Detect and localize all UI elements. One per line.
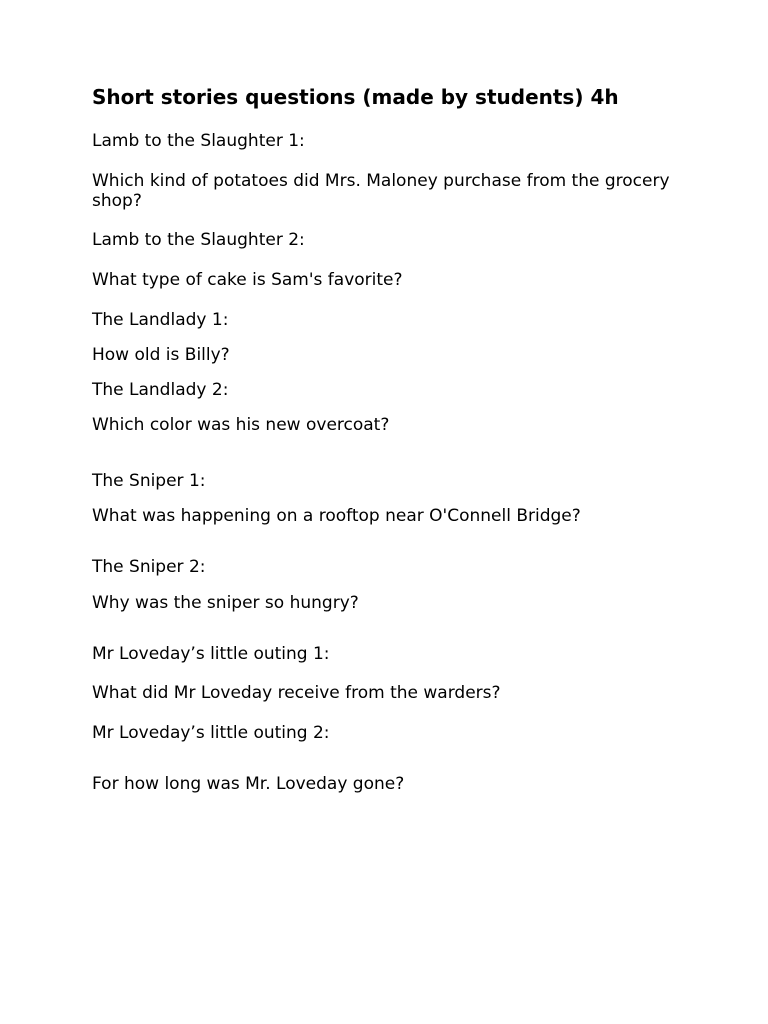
story-heading: Lamb to the Slaughter 2:: [92, 230, 305, 250]
question-text: What did Mr Loveday receive from the warders?: [92, 683, 501, 703]
question-text: Which color was his new overcoat?: [92, 415, 390, 435]
story-heading: The Sniper 1:: [92, 471, 206, 491]
question-text: How old is Billy?: [92, 345, 230, 365]
question-text: Why was the sniper so hungry?: [92, 593, 359, 613]
story-heading: Mr Loveday’s little outing 2:: [92, 723, 330, 743]
story-heading: The Landlady 1:: [92, 310, 229, 330]
question-text: What was happening on a rooftop near O'Connell Bridge?: [92, 506, 581, 526]
question-text: For how long was Mr. Loveday gone?: [92, 774, 405, 794]
story-heading: Mr Loveday’s little outing 1:: [92, 644, 330, 664]
story-heading: The Sniper 2:: [92, 557, 206, 577]
story-heading: The Landlady 2:: [92, 380, 229, 400]
question-text: What type of cake is Sam's favorite?: [92, 270, 403, 290]
document-title: Short stories questions (made by students) 4h: [92, 85, 619, 109]
question-text: Which kind of potatoes did Mrs. Maloney purchase from the grocery shop?: [92, 171, 670, 211]
story-heading: Lamb to the Slaughter 1:: [92, 131, 305, 151]
